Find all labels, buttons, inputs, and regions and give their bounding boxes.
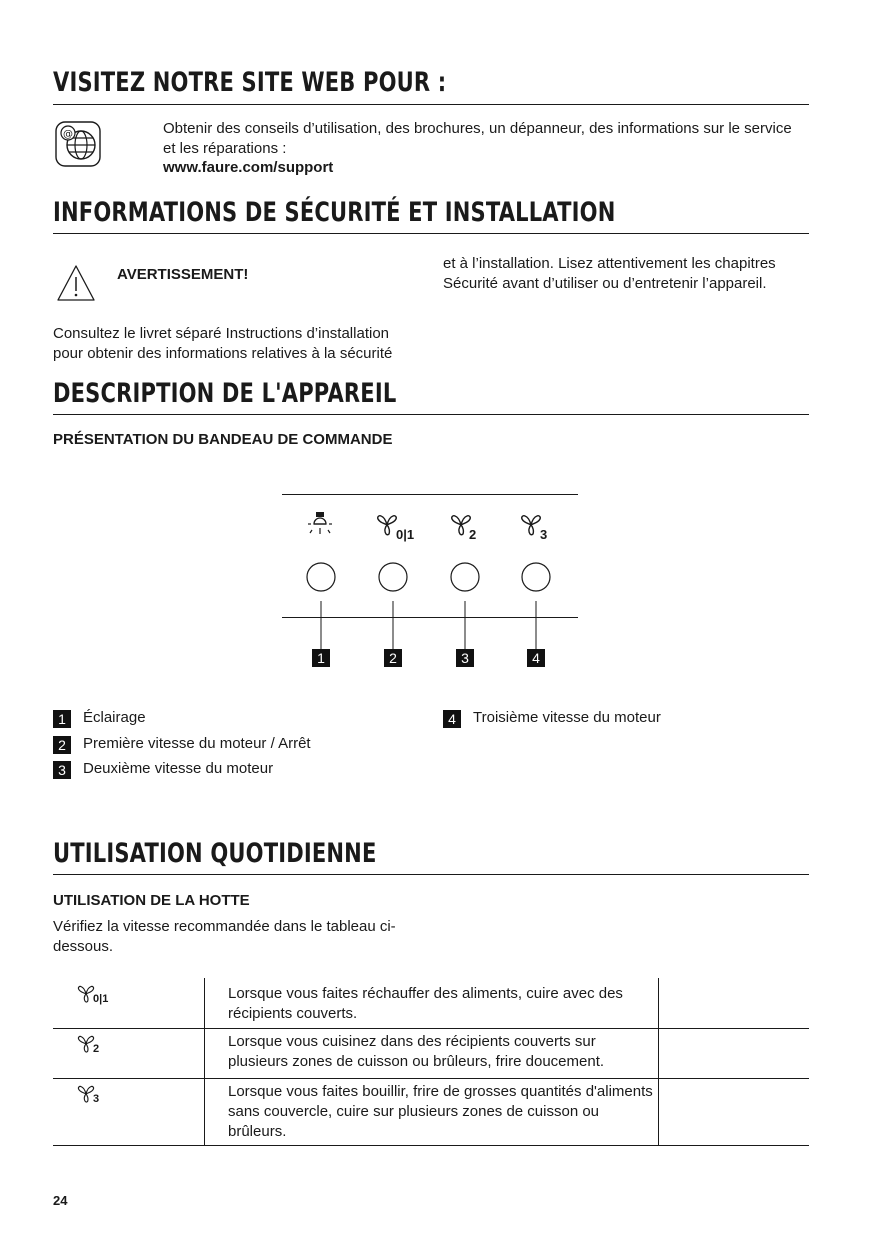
callout-2: 2 [384, 649, 402, 667]
control-panel-diagram [282, 494, 578, 670]
fan-speed-1-icon [378, 516, 397, 535]
legend-text: Première vitesse du moteur / Arrêt [83, 735, 311, 752]
fan-speed-2-icon [452, 516, 471, 535]
table-speed-label: 2 [93, 1043, 100, 1055]
fan-speed-3-icon [78, 1086, 93, 1102]
legend-num: 1 [53, 710, 71, 728]
fan-speed-2-label: 2 [469, 527, 477, 542]
warning-icon [55, 263, 97, 303]
fan-speed-1-label: 0|1 [396, 527, 415, 542]
support-link[interactable]: www.faure.com/support [163, 159, 334, 176]
callout-1: 1 [312, 649, 330, 667]
heading-usage: UTILISATION QUOTIDIENNE [53, 838, 377, 869]
control-button-3 [451, 563, 479, 591]
warning-label: AVERTISSEMENT! [117, 266, 249, 283]
callout-4: 4 [527, 649, 545, 667]
fan-speed-3-icon [522, 516, 541, 535]
svg-text:@: @ [63, 129, 73, 140]
divider [53, 104, 809, 105]
control-button-1 [307, 563, 335, 591]
heading-website: VISITEZ NOTRE SITE WEB POUR : [53, 67, 447, 98]
legend-num: 3 [53, 761, 71, 779]
divider [53, 233, 809, 234]
website-description: Obtenir des conseils d’utilisation, des brochures, un dépanneur, des informations sur le service et les réparations : [163, 120, 792, 157]
legend-text: Éclairage [83, 709, 146, 726]
control-button-4 [522, 563, 550, 591]
globe-icon [55, 121, 101, 167]
divider [53, 414, 809, 415]
legend-text: Deuxième vitesse du moteur [83, 760, 274, 777]
fan-speed-3-label: 3 [540, 527, 548, 542]
fan-speed-1-icon [78, 986, 93, 1002]
table-cell: Lorsque vous faites bouillir, frire de grosses quantités d'aliments sans couvercle, cuire sur plusieurs zones de cuisson ou brûleurs. [228, 1083, 653, 1140]
safety-text-right: et à l’installation. Lisez attentivement les chapitres Sécurité avant d’utiliser ou d’entretenir l’appareil. [443, 255, 776, 292]
fan-speed-2-icon [78, 1036, 93, 1052]
subheading-control-panel: PRÉSENTATION DU BANDEAU DE COMMANDE [53, 431, 393, 448]
callout-3: 3 [456, 649, 474, 667]
table-speed-label: 3 [93, 1093, 100, 1105]
heading-safety: INFORMATIONS DE SÉCURITÉ ET INSTALLATION [53, 197, 616, 228]
legend-num: 2 [53, 736, 71, 754]
table-cell: Lorsque vous cuisinez dans des récipients couverts sur plusieurs zones de cuisson ou brûleurs, frire doucement. [228, 1033, 605, 1070]
table-cell: Lorsque vous faites réchauffer des aliments, cuire avec des récipients couverts. [228, 985, 623, 1022]
safety-text-left: Consultez le livret séparé Instructions d’installation pour obtenir des informations relatives à la sécurité [53, 325, 393, 362]
divider [53, 874, 809, 875]
legend-text: Troisième vitesse du moteur [473, 709, 661, 726]
light-icon [308, 512, 332, 534]
heading-description: DESCRIPTION DE L'APPAREIL [53, 378, 397, 409]
table-speed-label: 0|1 [93, 993, 109, 1005]
control-button-2 [379, 563, 407, 591]
usage-intro: Vérifiez la vitesse recommandée dans le tableau ci-dessous. [53, 918, 396, 955]
legend-num: 4 [443, 710, 461, 728]
subheading-hood-usage: UTILISATION DE LA HOTTE [53, 892, 250, 909]
page-number: 24 [53, 1193, 68, 1208]
